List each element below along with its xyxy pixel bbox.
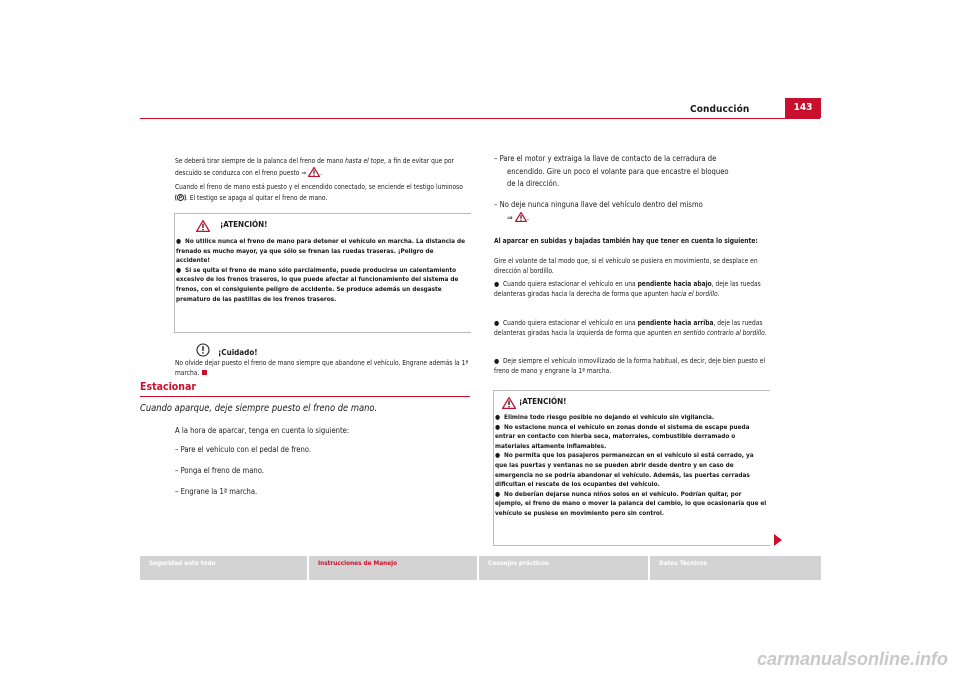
page-header-title: Conducción (690, 104, 750, 115)
warning-item: ● No deberían dejarse nunca niños solos en el vehículo. Podrían quitar, por ejemplo, el freno de mano o mover la palanca del cambio, lo que ocasionaría que el vehículo se pusiese en movimiento pero sin control. (495, 489, 767, 517)
emphasis: hasta el tope (345, 157, 385, 165)
text: , a fin de evitar que por descuido se conduzca con el freno puesto ⇒ (175, 157, 454, 177)
hill-parking-heading: Al aparcar en subidas y bajadas también hay que tener en cuenta lo siguiente: (494, 237, 758, 245)
text: pendiente hacia abajo (637, 280, 712, 288)
header-divider (140, 118, 820, 119)
text: , deje las ruedas delanteras giradas hacia la izquierda de forma que apunten (494, 319, 763, 337)
text: No olvide dejar puesto el freno de mano siempre que abandone el vehículo. Engrane además la 1ª marcha. (175, 359, 469, 377)
text: . El testigo se apaga al quitar el freno de mano. (186, 193, 328, 202)
text: . (717, 289, 720, 298)
text: . (526, 212, 530, 222)
step-item: – Ponga el freno de mano. (175, 466, 264, 475)
warning-title: ¡ATENCIÓN! (519, 397, 567, 406)
warning-triangle-icon (308, 167, 323, 177)
text: Deje siempre el vehículo inmovilizado de la forma habitual, es decir, deje bien puesto el freno de mano y engrane la 1ª marcha. (494, 357, 765, 375)
footer-tab-instrucciones[interactable]: Instrucciones de Manejo (309, 556, 477, 580)
page-number: 143 (785, 98, 821, 118)
text: No deberían dejarse nunca niños solos en el vehículo. Podrían quitar, por ejemplo, el freno de mano o mover la palanca del cambio, lo que ocasionaría que el vehículo se pusiese en movimiento pero sin control. (495, 489, 767, 517)
parking-brake-paragraph (175, 157, 471, 178)
text: encendido. Gire un poco el volante para que encastre el bloqueo (507, 166, 729, 176)
warning-item: ● No estacione nunca el vehículo en zonas donde el sistema de escape pueda entrar en contacto con hierba seca, matorrales, combustible derramado o materiales altamente inflamables. (495, 422, 750, 450)
next-page-arrow-icon[interactable] (774, 534, 782, 546)
warning-item: ● No permita que los pasajeros permanezcan en el vehículo si está cerrado, ya que las puertas y ventanas no se pueden abrir desde dentro y en caso de emergencia no se podría abandonar el vehículo. Además, las puertas cerradas dificultan el rescate de los ocupantes del vehículo. (495, 451, 754, 489)
uphill-item: ● Cuando quiera estacionar el vehículo en una pendiente hacia arriba, deje las ruedas delanteras giradas hacia la izquierda de forma que apunten en sentido contrario al bordillo. (494, 319, 767, 337)
caution-title: ¡Cuidado! (218, 348, 258, 357)
footer-tab-datos[interactable]: Datos Técnicos (650, 556, 821, 580)
end-marker-icon (202, 370, 207, 375)
downhill-item: ● Cuando quiera estacionar el vehículo en una pendiente hacia abajo, deje las ruedas delanteras giradas hacia la derecha de forma que apunten hacia el bordillo. (494, 280, 761, 298)
text: pendiente hacia arriba (637, 319, 714, 327)
warning-item: ● Elimine todo riesgo posible no dejando el vehículo sin vigilancia. (495, 413, 715, 421)
warning-body (495, 413, 767, 519)
footer-tab-seguridad[interactable]: Seguridad ante todo (140, 556, 307, 580)
section-title: Estacionar (140, 381, 197, 393)
text: Elimine todo riesgo posible no dejando el vehículo sin vigilancia. (504, 413, 715, 421)
text: . (320, 168, 323, 177)
warning-body (176, 237, 468, 304)
text: de la dirección. (507, 179, 560, 189)
step-item: – Engrane la 1ª marcha. (175, 487, 258, 496)
warning-triangle-icon (196, 217, 210, 236)
parking-intro: A la hora de aparcar, tenga en cuenta lo siguiente: (175, 426, 350, 435)
warning-triangle-icon (515, 212, 530, 222)
text: – Pare el motor y extraiga la llave de contacto de la cerradura de (494, 154, 717, 163)
section-divider (140, 396, 470, 397)
text: Cuando quiera estacionar el vehículo en una (502, 280, 638, 288)
text: No estacione nunca el vehículo en zonas donde el sistema de escape pueda entrar en contacto con hierba seca, matorrales, combustible derramado o materiales altamente inflamables. (495, 422, 750, 450)
text: , deje las ruedas delanteras giradas hacia la derecha de forma que apunten (494, 280, 761, 298)
parking-brake-warning-light-icon (175, 193, 186, 202)
section-subtitle: Cuando aparque, deje siempre puesto el freno de mano. (140, 403, 378, 414)
text: Cuando el freno de mano está puesto y el encendido conectado, se enciende el testigo luminoso (175, 183, 463, 191)
text: hacia el bordillo (670, 289, 718, 298)
warning-item: ● No utilice nunca el freno de mano para detener el vehículo en marcha. La distancia de frenado es mucho mayor, ya que sólo se frenan las ruedas traseras. ¡Peligro de accidente! (176, 237, 466, 265)
text: Se deberá tirar siempre de la palanca del freno de mano (175, 157, 346, 165)
hill-parking-text: Gire el volante de tal modo que, si el vehículo se pusiera en movimiento, se desplace en dirección al bordillo. (494, 257, 758, 275)
text: ⇒ (507, 212, 513, 222)
warning-item: ● Si se quita el freno de mano sólo parcialmente, puede producirse un calentamiento excesivo de los frenos traseros, lo que puede afectar al funcionamiento del sistema de frenos, con el consiguiente peligro de accidente. Se produce además un desgaste prematuro de las pastillas de los frenos traseros. (176, 265, 459, 303)
watermark: carmanualsonline.info (756, 649, 948, 669)
warning-light-paragraph (175, 183, 471, 203)
text: . (764, 328, 767, 337)
footer-tab-consejos[interactable]: Consejos prácticos (479, 556, 648, 580)
text: No utilice nunca el freno de mano para detener el vehículo en marcha. La distancia de frenado es mucho mayor, ya que sólo se frenan las ruedas traseras. ¡Peligro de accidente! (176, 237, 466, 265)
text: Cuando quiera estacionar el vehículo en una (502, 319, 638, 327)
step-item (494, 199, 784, 224)
caution-text (175, 359, 471, 378)
warning-title: ¡ATENCIÓN! (220, 220, 268, 229)
text: en sentido contrario al bordillo (673, 328, 765, 337)
svg-text:P: P (178, 195, 183, 201)
step-item (494, 153, 784, 191)
text: Si se quita el freno de mano sólo parcialmente, puede producirse un calentamiento excesivo de los frenos traseros, lo que puede afectar al funcionamiento del sistema de frenos, con el consiguiente peligro de accidente. Se produce además un desgaste prematuro de las pastillas de los frenos traseros. (176, 265, 459, 303)
step-item: – Pare el vehículo con el pedal de freno. (175, 445, 311, 454)
flat-parking-item: ● Deje siempre el vehículo inmovilizado de la forma habitual, es decir, deje bien puesto el freno de mano y engrane la 1ª marcha. (494, 357, 765, 375)
text: – No deje nunca ninguna llave del vehículo dentro del mismo (494, 200, 703, 209)
text: No permita que los pasajeros permanezcan en el vehículo si está cerrado, ya que las puertas y ventanas no se pueden abrir desde dentro y en caso de emergencia no se podría abandonar el vehículo. Además, las puertas cerradas dificultan el rescate de los ocupantes del vehículo. (495, 451, 754, 489)
warning-triangle-icon (502, 394, 516, 413)
